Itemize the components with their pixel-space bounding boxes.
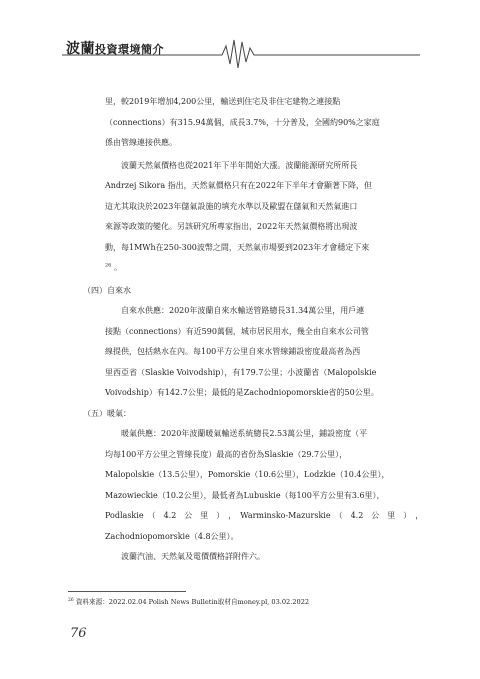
footnote-text: 資料來源：2022.02.04 Polish News Bulletin取材自money.pl, 03.02.2022 — [75, 598, 310, 606]
page-number: 76 — [70, 626, 87, 641]
text-line: 這尤其取決於2023年儲氣設施的填充水準以及歐盟在儲氣和天然氣進口 — [105, 201, 358, 211]
text-line: 自來水供應：2020年波蘭自來水輸送管路總長31.34萬公里，用戶連 — [121, 306, 365, 315]
text-line: 暖氣供應：2020年波蘭暖氣輸送系統總長2.53萬公里，鋪設密度（平 — [121, 429, 368, 438]
section-heading-heating: （五）暖氣： — [83, 408, 131, 418]
header-title-country: 波蘭 — [66, 41, 95, 57]
text-line: Andrzej Sikora 指出，天然氣價格只有在2022年下半年才會顯著下降，但 — [105, 181, 373, 190]
text-line: Podlaskie （ 4.2 公 里 ） ， Warminsko-Mazurskie （ 4.2 公 里 ） ， — [105, 511, 424, 520]
footnote-ref: 26 — [105, 262, 112, 269]
footnote-divider — [68, 591, 186, 592]
text-line: 線提供，包括熱水在內。每100平方公里自來水管線鋪設密度最高者為西 — [105, 347, 361, 356]
text-line — [105, 258, 423, 279]
body-text — [83, 92, 424, 568]
text-line: 動，每1MWh在250-300波幣之間，天然氣市場要到2023年才會穩定下來 — [105, 242, 370, 252]
text-line: Zachodniopomorskie（4.8公里）。 — [105, 531, 239, 541]
text-line: 里西亞省（Slaskie Voivodship），有179.7公里；小波蘭省（Malopolskie — [105, 367, 377, 377]
paragraph-gas-connections — [105, 92, 423, 154]
running-header — [0, 28, 480, 68]
text-line: 里，較2019年增加4,200公里，輸送到住宅及非住宅建物之連接點 — [105, 97, 341, 106]
paragraph-gas-prices — [105, 156, 423, 279]
header-title-subtitle: 投資環境簡介 — [95, 43, 164, 56]
section-heading-water: （四）自來水 — [83, 285, 131, 295]
text-line: 波蘭天然氣價格也從2021年下半年開始大漲。波蘭能源研究所所長 — [121, 160, 358, 170]
header-title — [66, 38, 164, 58]
footnote-number: 26 — [68, 597, 74, 603]
text-fragment: 。 — [113, 263, 122, 272]
text-line: 係由管線連接供應。 — [105, 138, 177, 147]
paragraph-water — [105, 301, 423, 404]
text-line: Voivodship）有142.7公里；最低的是Zachodniopomorskie省的50公里。 — [105, 388, 379, 397]
text-line: （connections）有315.94萬個，成長3.7%，十分普及，全國約90%之家庭 — [105, 117, 380, 127]
footnote — [68, 597, 309, 607]
text-line: Malopolskie（13.5公里），Pomorskie（10.6公里），Lodzkie（10.4公里）， — [105, 470, 390, 479]
paragraph-heating — [105, 424, 423, 547]
text-line: 均每100平方公里之管線長度）最高的省份為Slaskie（29.7公里）， — [105, 449, 348, 459]
paragraph-annex-note: 波蘭汽油、天然氣及電價價格詳附件六。 — [121, 552, 265, 561]
text-line: 來源等政策的變化。另該研究所專家指出，2022年天然氣價格將出現波 — [105, 222, 358, 231]
text-line: Mazowieckie（10.2公里），最低者為Lubuskie（每100平方公里有3.6里）， — [105, 490, 385, 500]
text-line: 接點（connections）有近590萬個，城市居民用水，幾全由自來水公司管 — [105, 326, 369, 336]
